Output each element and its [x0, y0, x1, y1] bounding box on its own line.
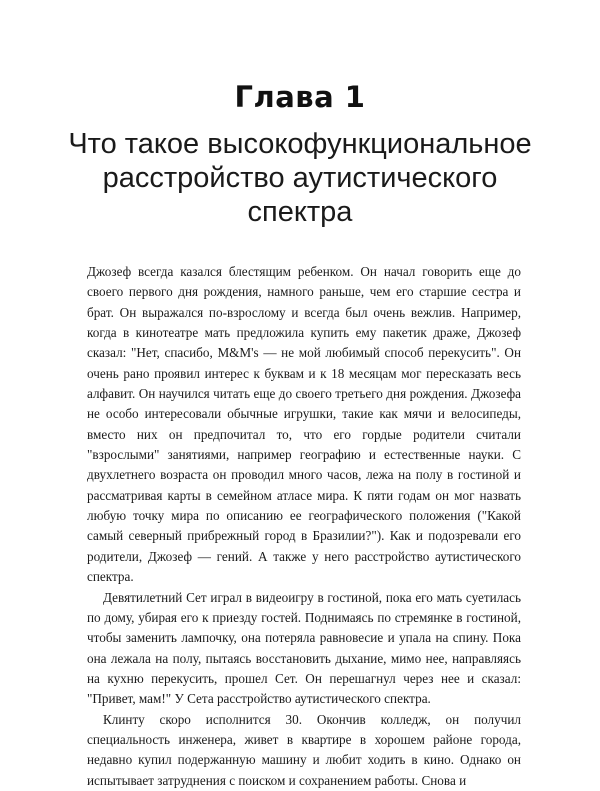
- paragraph: Джозеф всегда казался блестящим ребенком. Он начал говорить еще до своего первого дня рождения, намного раньше, чем его старшие сестра и брат. Он выражался по-взрослому и всегда был очень вежлив. Например, когда в кинотеатре мать предложила купить ему пакетик драже, Джозеф сказал: "Нет, спасибо, M&M's — не мой любимый способ перекусить". Он очень рано проявил интерес к буквам и к 18 месяцам мог пересказать весь алфавит. Он научился читать еще до своего третьего дня рождения. Джозефа не особо интересовали обычные игрушки, такие как мячи и велосипеды, вместо них он предпочитал то, что его гордые родители считали "взрослыми" занятиями, например географию и естественные науки. С двухлетнего возраста он проводил много часов, лежа на полу в гостиной и рассматривая карты в семейном атласе мира. К пяти годам он мог назвать любую точку мира по описанию ее географического положения ("Какой самый северный прибрежный город в Бразилии?"). Как и подозревали его родители, Джозеф — гений. А также у него расстройство аутистического спектра.: [87, 264, 521, 585]
- body-text: [87, 262, 521, 791]
- paragraph: Девятилетний Сет играл в видеоигру в гостиной, пока его мать суетилась по дому, убирая его к приезду гостей. Поднимаясь по стремянке в гостиной, чтобы заменить лампочку, она потеряла равновесие и упала на спину. Пока она лежала на полу, пытаясь восстановить дыхание, мимо нее, направляясь на кухню перекусить, прошел Сет. Он перешагнул через нее и сказал: "Привет, мам!" У Сета расстройство аутистического спектра.: [87, 589, 521, 707]
- chapter-number: Глава 1: [234, 80, 366, 114]
- paragraph: Клинту скоро исполнится 30. Окончив колледж, он получил специальность инженера, живет в квартире в хорошем районе города, недавно купил подержанную машину и любит ходить в кино. Однако он испытывает затруднения с поиском и сохранением работы. Снова и: [87, 711, 521, 788]
- chapter-title-line: расстройство аутистического: [102, 162, 498, 194]
- chapter-title-line: спектра: [247, 196, 353, 228]
- chapter-title-line: Что такое высокофункциональное: [68, 128, 532, 160]
- chapter-title: [60, 127, 540, 229]
